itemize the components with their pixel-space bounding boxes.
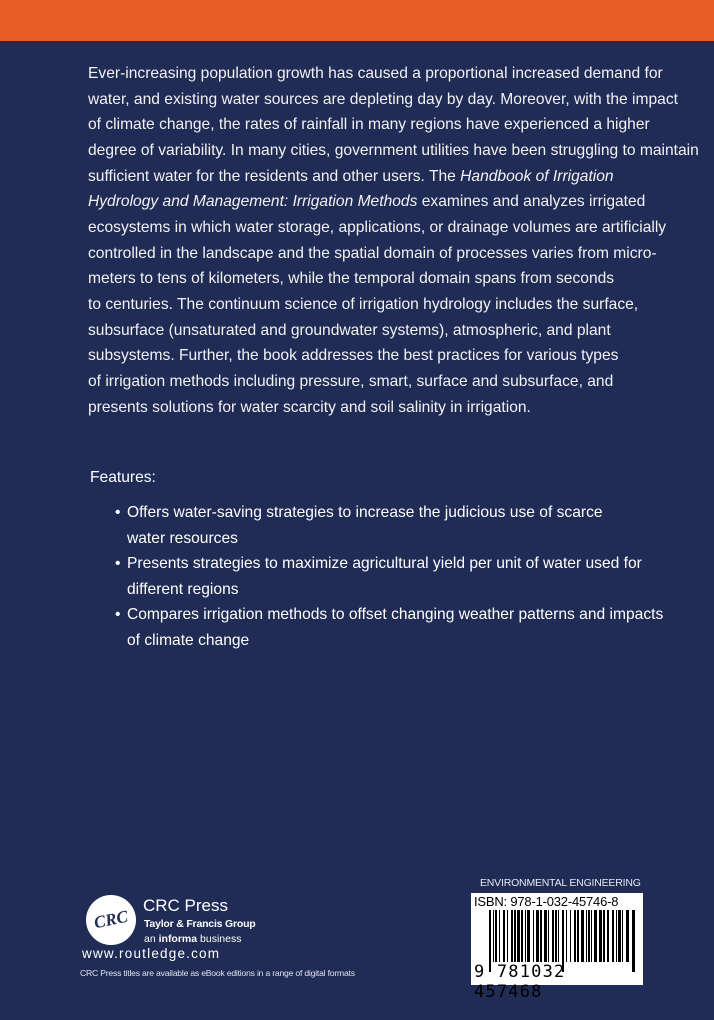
feature-text: different regions	[127, 580, 239, 598]
barcode-bar	[517, 910, 520, 962]
publisher-tagline	[144, 933, 241, 945]
isbn-text: ISBN: 978-1-032-45746-8	[474, 894, 619, 909]
barcode-bar	[566, 910, 567, 962]
feature-item	[115, 500, 663, 551]
barcode-bar	[594, 910, 597, 962]
barcode-bar	[536, 910, 539, 962]
book-title: Hydrology and Management: Irrigation Methods	[88, 193, 418, 211]
barcode-bar	[622, 910, 623, 962]
description-line: Ever-increasing population growth has caused a proportional increased demand for	[88, 65, 663, 82]
barcode-bar	[616, 910, 617, 962]
description-text: sufficient water for the residents and other users. The	[88, 167, 461, 185]
description-line: water, and existing water sources are depleting day by day. Moreover, with the impact	[88, 90, 678, 108]
feature-text: • Presents strategies to maximize agricultural yield per unit of water used for	[127, 555, 642, 573]
barcode-bar	[525, 910, 526, 962]
description	[88, 61, 699, 420]
tagline-brand: informa	[158, 933, 198, 945]
crc-logo: CRC	[81, 890, 140, 949]
barcode-bar	[514, 910, 516, 962]
description-line: of irrigation methods including pressure, smart, surface and subsurface, and	[88, 372, 614, 390]
barcode-bar	[521, 910, 523, 962]
feature-text: of climate change	[127, 631, 250, 649]
isbn-barcode	[471, 893, 643, 1002]
barcode-bar	[612, 910, 614, 962]
ebook-note: CRC Press titles are available as eBook editions in a range of digital formats	[80, 968, 355, 978]
feature-item	[115, 602, 663, 653]
barcode-bar	[507, 910, 508, 962]
barcode-bar	[533, 910, 534, 962]
barcode-bar	[591, 910, 592, 962]
barcode-bar	[548, 910, 549, 962]
feature-item	[115, 551, 663, 602]
description-line: ecosystems in which water storage, applications, or drainage volumes are artificially	[88, 218, 667, 236]
description-line: subsurface (unsaturated and groundwater systems), atmospheric, and plant	[88, 321, 611, 339]
description-line: of climate change, the rates of rainfall in many regions have experienced a higher	[88, 116, 650, 134]
barcode-bar	[570, 910, 571, 962]
barcode-bar	[552, 910, 554, 962]
features-title: Features:	[90, 469, 156, 486]
description-line: presents solutions for water scarcity and soil salinity in irrigation.	[88, 398, 531, 416]
barcode-bar	[577, 910, 579, 962]
description-line: degree of variability. In many cities, government utilities have been struggling to maintain	[88, 141, 699, 159]
feature-text: water resources	[127, 529, 238, 547]
tagline-text: business	[197, 933, 242, 945]
barcode-bar	[555, 910, 557, 962]
description-line: subsystems. Further, the book addresses the best practices for various types	[88, 347, 619, 365]
book-title: Handbook of Irrigation	[460, 167, 614, 185]
barcode-bar	[574, 910, 576, 962]
barcode-bar	[499, 910, 500, 962]
barcode-bar	[586, 910, 587, 962]
description-text: examines and analyzes irrigated	[417, 193, 646, 211]
barcode-bar	[603, 910, 605, 962]
features-list	[115, 500, 663, 654]
description-line: meters to tens of kilometers, while the temporal domain spans from seconds	[88, 270, 615, 288]
barcode-bar	[544, 910, 547, 962]
publisher-group: Taylor & Francis Group	[144, 918, 256, 930]
barcode-bar	[511, 910, 513, 962]
barcode-bar	[495, 910, 497, 962]
description-line	[88, 189, 688, 215]
barcode-bar	[581, 910, 584, 962]
publisher-name: CRC Press	[143, 896, 229, 915]
barcode-bar	[618, 910, 621, 962]
barcode-bar	[588, 910, 590, 962]
barcode-bar	[626, 910, 629, 962]
barcode-bar	[540, 910, 542, 962]
tagline-text: an	[144, 933, 159, 945]
barcode-bar	[599, 910, 602, 962]
subject-category: ENVIRONMENTAL ENGINEERING	[480, 877, 641, 889]
publisher-url[interactable]: www.routledge.com	[82, 946, 221, 961]
barcode-bar	[493, 910, 494, 962]
description-line	[88, 164, 688, 190]
feature-text: • Offers water-saving strategies to increase the judicious use of scarce	[127, 504, 603, 521]
description-line: to centuries. The continuum science of irrigation hydrology includes the surface,	[88, 295, 639, 313]
top-color-band	[0, 0, 714, 44]
description-line: controlled in the landscape and the spatial domain of processes varies from micro-	[88, 244, 657, 262]
feature-text: • Compares irrigation methods to offset changing weather patterns and impacts	[127, 606, 664, 624]
barcode-digits: 9 781032 457468	[474, 962, 566, 1002]
barcode-bar	[558, 910, 559, 962]
barcode-bar	[527, 910, 530, 962]
barcode-bar	[503, 910, 505, 962]
barcode-bar	[607, 910, 609, 962]
